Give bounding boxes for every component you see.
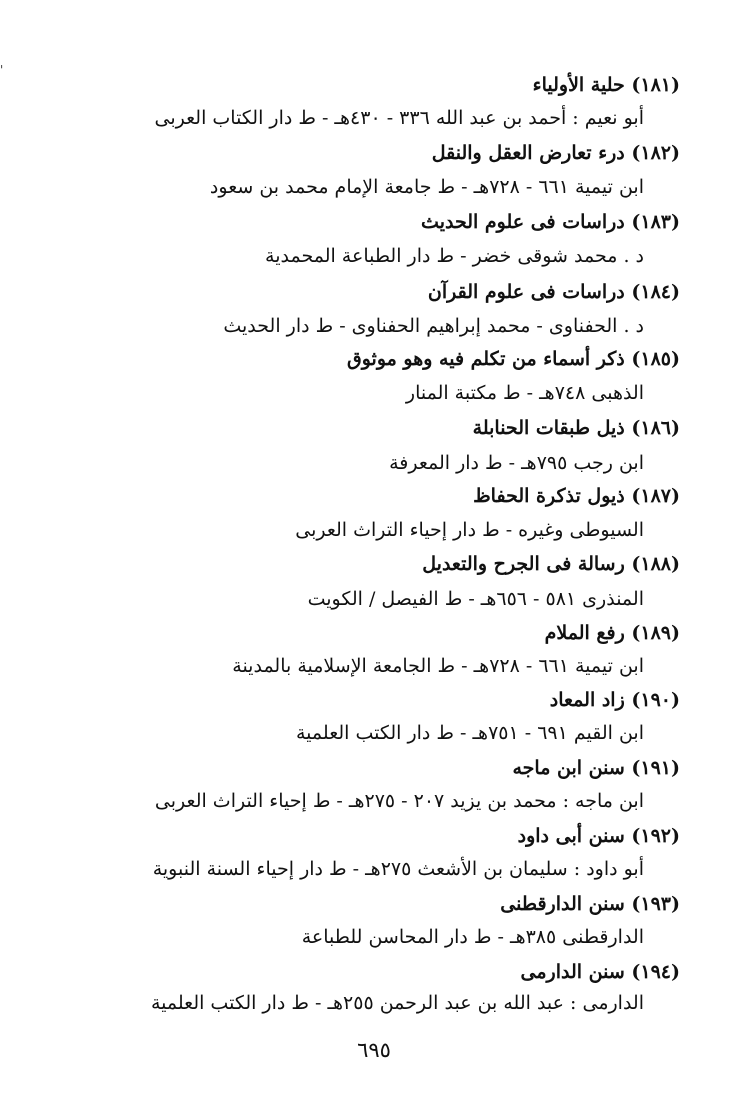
- entry-184-detail: د . الحفناوى - محمد إبراهيم الحفناوى - ط دار الحديث: [223, 315, 644, 337]
- edge-mark: ': [0, 63, 4, 77]
- entry-186-title: (١٨٦) ذيل طبقات الحنابلة: [472, 417, 680, 439]
- entry-184-title: (١٨٤) دراسات فى علوم القرآن: [427, 281, 680, 303]
- entry-190-title: (١٩٠) زاد المعاد: [549, 689, 680, 711]
- page-number: ٦٩٥: [357, 1038, 391, 1062]
- entry-192-title: (١٩٢) سنن أبى داود: [517, 825, 680, 847]
- entry-188-detail: المنذرى ٥٨١ - ٦٥٦هـ - ط الفيصل / الكويت: [307, 588, 644, 610]
- entry-187-title: (١٨٧) ذيول تذكرة الحفاظ: [473, 485, 680, 507]
- entry-181-title: (١٨١) حلية الأولياء: [532, 74, 680, 96]
- entry-182-detail: ابن تيمية ٦٦١ - ٧٢٨هـ - ط جامعة الإمام محمد بن سعود: [209, 176, 644, 198]
- entry-186-detail: ابن رجب ٧٩٥هـ - ط دار المعرفة: [389, 452, 644, 474]
- entry-192-detail: أبو داود : سليمان بن الأشعث ٢٧٥هـ - ط دار إحياء السنة النبوية: [152, 858, 644, 880]
- entry-185-title: (١٨٥) ذكر أسماء من تكلم فيه وهو موثوق: [346, 348, 680, 370]
- entry-182-title: (١٨٢) درء تعارض العقل والنقل: [431, 142, 680, 164]
- entry-191-title: (١٩١) سنن ابن ماجه: [512, 757, 680, 779]
- entry-191-detail: ابن ماجه : محمد بن يزيد ٢٠٧ - ٢٧٥هـ - ط إحياء التراث العربى: [154, 790, 644, 812]
- entry-188-title: (١٨٨) رسالة فى الجرح والتعديل: [422, 553, 680, 575]
- entry-193-detail: الدارقطنى ٣٨٥هـ - ط دار المحاسن للطباعة: [301, 926, 644, 948]
- entry-183-title: (١٨٣) دراسات فى علوم الحديث: [421, 211, 680, 233]
- entry-189-detail: ابن تيمية ٦٦١ - ٧٢٨هـ - ط الجامعة الإسلامية بالمدينة: [232, 655, 644, 677]
- entry-194-title: (١٩٤) سنن الدارمى: [520, 961, 680, 983]
- entry-185-detail: الذهبى ٧٤٨هـ - ط مكتبة المنار: [405, 382, 644, 404]
- entry-183-detail: د . محمد شوقى خضر - ط دار الطباعة المحمدية: [265, 245, 644, 267]
- entry-189-title: (١٨٩) رفع الملام: [544, 622, 680, 644]
- entry-193-title: (١٩٣) سنن الدارقطنى: [500, 893, 680, 915]
- entry-187-detail: السيوطى وغيره - ط دار إحياء التراث العربى: [295, 519, 644, 541]
- entry-181-detail: أبو نعيم : أحمد بن عبد الله ٣٣٦ - ٤٣٠هـ - ط دار الكتاب العربى: [154, 107, 644, 129]
- entry-190-detail: ابن القيم ٦٩١ - ٧٥١هـ - ط دار الكتب العلمية: [296, 722, 644, 744]
- entry-194-detail: الدارمى : عبد الله بن عبد الرحمن ٢٥٥هـ - ط دار الكتب العلمية: [150, 992, 644, 1014]
